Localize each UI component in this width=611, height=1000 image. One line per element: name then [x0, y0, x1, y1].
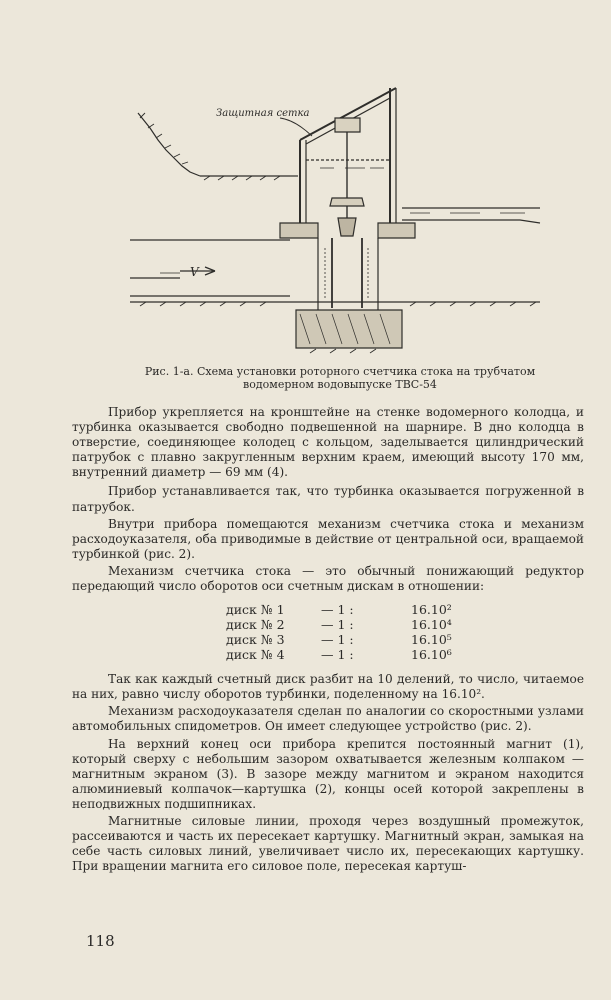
caption-line-1: Рис. 1-а. Схема установки роторного счетчика стока на трубчатом	[144, 365, 536, 378]
page-number: 118	[86, 932, 115, 950]
disc-row: диск № 2 — 1 : 16.10⁴	[226, 617, 452, 633]
paragraph-2: Прибор устанавливается так, что турбинка оказывается погруженной в патрубок.	[72, 484, 584, 514]
label-screen: Защитная сетка	[216, 108, 310, 119]
body-text	[72, 405, 584, 876]
funnel	[330, 198, 364, 206]
installation-diagram	[120, 78, 560, 363]
disc-row: диск № 4 — 1 : 16.10⁶	[226, 647, 452, 663]
paragraph-4: Механизм счетчика стока — это обычный понижающий редуктор передающий число оборотов оси счетным дискам в отношении:	[72, 563, 584, 594]
diagram-drawing	[120, 78, 560, 363]
label-flow: V	[190, 265, 199, 279]
disc-ratio-table	[226, 602, 452, 662]
right-flange	[378, 223, 415, 238]
left-flange	[280, 223, 318, 238]
figure-caption	[120, 365, 560, 391]
paragraph-1: Прибор укрепляется на кронштейне на стенке водомерного колодца, и турбинка оказывается свободно подвешенной на шарнире. В дно колодца в отверстие, соединяющее колодец с кольцом, заделывается цилиндрический патрубок с плавно закругленным верхним краем, имеющий высоту 170 мм, внутренний диаметр — 69 мм (4).	[72, 405, 584, 480]
meter-body	[335, 118, 360, 132]
turbine	[338, 218, 356, 236]
left-slope-line	[138, 113, 200, 176]
caption-line-2: водомерном водовыпуске ТВС-54	[243, 378, 437, 391]
paragraph-6: Механизм расходоуказателя сделан по аналогии со скоростными узлами автомобильных спидометров. Он имеет следующее устройство (рис. 2).	[72, 704, 584, 734]
disc-row: диск № 1 — 1 : 16.10²	[226, 602, 452, 618]
paragraph-5: Так как каждый счетный диск разбит на 10 делений, то число, читаемое на них, равно числу оборотов турбинки, поделенному на 16.10².	[72, 672, 584, 702]
paragraph-3: Внутри прибора помещаются механизм счетчика стока и механизм расходоуказателя, оба приводимые в действие от центральной оси, вращаемой турбинкой (рис. 2).	[72, 516, 584, 561]
foundation-block	[296, 310, 402, 348]
paragraph-8: Магнитные силовые линии, проходя через воздушный промежуток, рассеиваются и часть их пересекает картушку. Магнитный экран, замыкая на себе часть силовых линий, увеличивает число их, пересекающих картушку. При вращении магнита его силовое поле, пересекая картуш-	[72, 813, 584, 874]
paragraph-7: На верхний конец оси прибора крепится постоянный магнит (1), который сверху с небольшим зазором охватывается железным колпаком — магнитным экраном (3). В зазоре между магнитом и экраном находится алюминиевый колпачок—картушка (2), концы осей которой закреплены в неподвижных подшипниках.	[72, 736, 584, 811]
label-pointer	[280, 118, 312, 136]
disc-row: диск № 3 — 1 : 16.10⁵	[226, 632, 452, 648]
